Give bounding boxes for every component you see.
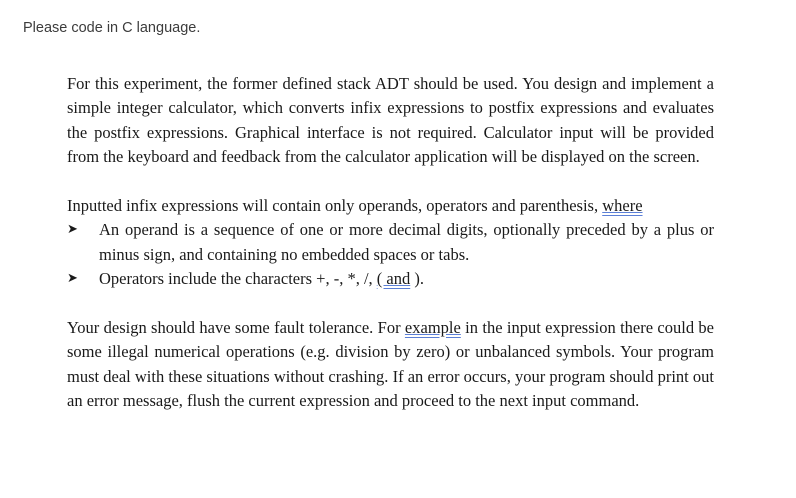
rules-list (67, 218, 714, 291)
paragraph-gap (67, 170, 714, 194)
where-underlined: where (602, 196, 643, 216)
example-underlined: example (404, 318, 461, 338)
list-item-operators (67, 267, 714, 291)
operators-rule-end: ). (414, 269, 424, 289)
list-item-operand (67, 218, 714, 267)
operators-rule-text: Operators include the characters +, -, *, /, (99, 269, 373, 289)
arrowhead-bullet-icon: ➤ (67, 271, 78, 287)
fault-text-start: Your design should have some fault tolerance. For (67, 318, 401, 338)
input-paragraph (67, 194, 714, 218)
question-prompt: Please code in C language. (23, 20, 201, 36)
operand-rule-text: An operand is a sequence of one or more decimal digits, optionally preceded by a plus or minus sign, and containing no embedded spaces or tabs. (99, 220, 714, 264)
fault-tolerance-paragraph (67, 316, 714, 414)
paragraph-gap (67, 292, 714, 316)
paren-and-underlined: ( and (376, 269, 411, 289)
fault-text-rest: in the input expression there could be some illegal numerical operations (e.g. division by zero) or unbalanced symbols. Your program must deal with these situations without crashing. If an error occurs, your program should print out an error message, flush the current expression and proceed to the next input command. (67, 318, 715, 411)
arrowhead-bullet-icon: ➤ (67, 222, 78, 238)
assignment-document (67, 72, 714, 414)
intro-paragraph: For this experiment, the former defined stack ADT should be used. You design and implement a simple integer calculator, which converts infix expressions to postfix expressions and evaluates the postfix expressions. Graphical interface is not required. Calculator input will be provided from the keyboard and feedback from the calculator application will be displayed on the screen. (67, 74, 714, 167)
input-paragraph-text: Inputted infix expressions will contain only operands, operators and parenthesis, (67, 196, 599, 216)
